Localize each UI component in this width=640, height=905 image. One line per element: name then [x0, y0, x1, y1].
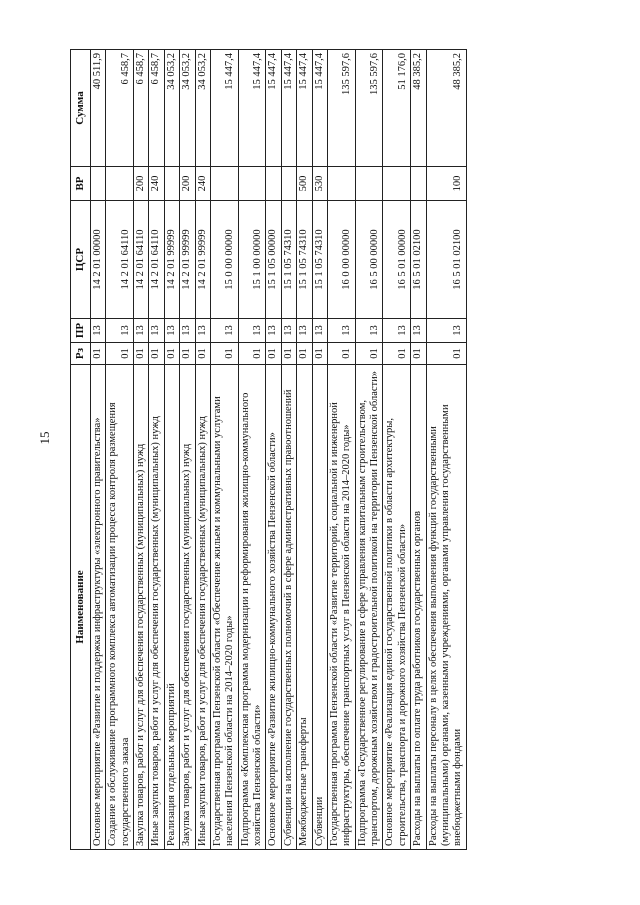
- cell-name: Расходы на выплаты персоналу в целях обеспечения выполнения функций государственными (муниципальными) органами, казенными учреждениями, органами управления государственными внебюджетными фондами: [426, 365, 466, 850]
- cell-csr: 16 5 01 00000: [383, 201, 411, 319]
- cell-csr: 16 0 00 00000: [327, 201, 355, 319]
- cell-csr: 15 1 05 74310: [281, 201, 296, 319]
- cell-sum: 48 385,2: [426, 50, 466, 167]
- cell-rz: 01: [411, 343, 426, 365]
- cell-name: Основное мероприятие «Развитие жилищно-коммунального хозяйства Пензенской области»: [266, 365, 281, 850]
- cell-rz: 01: [180, 343, 195, 365]
- cell-vr: [266, 167, 281, 201]
- cell-csr: 14 2 01 00000: [90, 201, 105, 319]
- header-vr: ВР: [71, 167, 91, 201]
- table-row: [210, 50, 238, 850]
- table-row: [134, 50, 149, 850]
- cell-vr: [281, 167, 296, 201]
- cell-vr: [411, 167, 426, 201]
- budget-sheet: [70, 50, 590, 850]
- header-rz: Рз: [71, 343, 91, 365]
- cell-vr: 240: [149, 167, 164, 201]
- cell-csr: 16 5 01 02100: [426, 201, 466, 319]
- table-row: [383, 50, 411, 850]
- table-row: [297, 50, 312, 850]
- cell-sum: 34 053,2: [164, 50, 179, 167]
- cell-vr: [355, 167, 383, 201]
- table-row: [149, 50, 164, 850]
- cell-vr: [106, 167, 134, 201]
- cell-rz: 01: [426, 343, 466, 365]
- table-row: [312, 50, 327, 850]
- table-row: [238, 50, 266, 850]
- table-row: [106, 50, 134, 850]
- cell-name: Подпрограмма «Государственное регулирование в сфере управления капитальным строительством, транспортом, дорожным хозяйством и градостроительной политикой на территории Пензенской области»: [355, 365, 383, 850]
- cell-sum: 34 053,2: [180, 50, 195, 167]
- cell-sum: 6 458,7: [134, 50, 149, 167]
- cell-sum: 135 597,6: [327, 50, 355, 167]
- cell-pr: 13: [164, 319, 179, 343]
- table-row: [281, 50, 296, 850]
- cell-rz: 01: [195, 343, 210, 365]
- cell-sum: 40 511,9: [90, 50, 105, 167]
- cell-pr: 13: [90, 319, 105, 343]
- cell-vr: 200: [134, 167, 149, 201]
- cell-pr: 13: [411, 319, 426, 343]
- table-body: [90, 50, 466, 850]
- table-row: [411, 50, 426, 850]
- cell-name: Основное мероприятие «Развитие и поддержка инфраструктуры «электронного правительства»: [90, 365, 105, 850]
- cell-pr: 13: [180, 319, 195, 343]
- cell-vr: 240: [195, 167, 210, 201]
- header-pr: ПР: [71, 319, 91, 343]
- cell-rz: 01: [210, 343, 238, 365]
- cell-vr: [383, 167, 411, 201]
- cell-vr: [327, 167, 355, 201]
- header-name: Наименование: [71, 365, 91, 850]
- cell-rz: 01: [149, 343, 164, 365]
- cell-rz: 01: [327, 343, 355, 365]
- cell-name: Межбюджетные трансферты: [297, 365, 312, 850]
- header-csr: ЦСР: [71, 201, 91, 319]
- cell-pr: 13: [355, 319, 383, 343]
- cell-rz: 01: [164, 343, 179, 365]
- cell-name: Закупка товаров, работ и услуг для обеспечения государственных (муниципальных) нужд: [180, 365, 195, 850]
- table-row: [426, 50, 466, 850]
- cell-pr: 13: [297, 319, 312, 343]
- cell-vr: 500: [297, 167, 312, 201]
- cell-name: Реализация отдельных мероприятий: [164, 365, 179, 850]
- cell-rz: 01: [383, 343, 411, 365]
- cell-csr: 14 2 01 99999: [180, 201, 195, 319]
- cell-sum: 15 447,4: [312, 50, 327, 167]
- cell-sum: 6 458,7: [106, 50, 134, 167]
- cell-pr: 13: [238, 319, 266, 343]
- cell-name: Иные закупки товаров, работ и услуг для обеспечения государственных (муниципальных) нужд: [149, 365, 164, 850]
- cell-pr: 13: [327, 319, 355, 343]
- cell-pr: 13: [266, 319, 281, 343]
- cell-rz: 01: [355, 343, 383, 365]
- table-row: [355, 50, 383, 850]
- cell-rz: 01: [281, 343, 296, 365]
- cell-name: Подпрограмма «Комплексная программа модернизации и реформирования жилищно-коммунального хозяйства Пензенской области»: [238, 365, 266, 850]
- cell-csr: 14 2 01 99999: [164, 201, 179, 319]
- cell-name: Государственная программа Пензенской области «Обеспечение жильем и коммунальными услугами населения Пензенской области на 2014–2020 годы»: [210, 365, 238, 850]
- cell-sum: 15 447,4: [238, 50, 266, 167]
- cell-sum: 51 176,0: [383, 50, 411, 167]
- cell-pr: 13: [210, 319, 238, 343]
- cell-rz: 01: [238, 343, 266, 365]
- cell-rz: 01: [134, 343, 149, 365]
- table-row: [266, 50, 281, 850]
- cell-sum: 15 447,4: [266, 50, 281, 167]
- cell-name: Создание и обслуживание программного комплекса автоматизации процесса контроля размещения государственного заказа: [106, 365, 134, 850]
- cell-csr: 16 5 01 02100: [411, 201, 426, 319]
- cell-name: Закупка товаров, работ и услуг для обеспечения государственных (муниципальных) нужд: [134, 365, 149, 850]
- cell-pr: 13: [134, 319, 149, 343]
- table-row: [327, 50, 355, 850]
- cell-csr: 15 1 05 00000: [266, 201, 281, 319]
- cell-pr: 13: [281, 319, 296, 343]
- table-row: [180, 50, 195, 850]
- cell-sum: 135 597,6: [355, 50, 383, 167]
- cell-sum: 15 447,4: [281, 50, 296, 167]
- cell-name: Субвенции: [312, 365, 327, 850]
- cell-sum: 48 385,2: [411, 50, 426, 167]
- cell-csr: 15 1 05 74310: [312, 201, 327, 319]
- cell-rz: 01: [90, 343, 105, 365]
- cell-name: Государственная программа Пензенской области «Развитие территорий, социальной и инженерной инфраструктуры, обеспечение транспортных услуг в Пензенской области на 2014–2020 годы»: [327, 365, 355, 850]
- cell-csr: 16 5 00 00000: [355, 201, 383, 319]
- cell-name: Расходы на выплаты по оплате труда работников государственных органов: [411, 365, 426, 850]
- cell-csr: 15 0 00 00000: [210, 201, 238, 319]
- cell-name: Основное мероприятие «Реализация единой государственной политики в области архитектуры, строительства, транспорта и дорожного хозяйства Пензенской области»: [383, 365, 411, 850]
- cell-csr: 15 1 00 00000: [238, 201, 266, 319]
- cell-vr: 530: [312, 167, 327, 201]
- cell-csr: 14 2 01 99999: [195, 201, 210, 319]
- table-row: [195, 50, 210, 850]
- cell-pr: 13: [149, 319, 164, 343]
- cell-csr: 14 2 01 64110: [134, 201, 149, 319]
- cell-vr: 100: [426, 167, 466, 201]
- table-row: [90, 50, 105, 850]
- cell-pr: 13: [106, 319, 134, 343]
- cell-csr: 15 1 05 74310: [297, 201, 312, 319]
- cell-csr: 14 2 01 64110: [106, 201, 134, 319]
- cell-rz: 01: [297, 343, 312, 365]
- cell-sum: 15 447,4: [297, 50, 312, 167]
- cell-rz: 01: [106, 343, 134, 365]
- header-sum: Сумма: [71, 50, 91, 167]
- table-row: [164, 50, 179, 850]
- cell-rz: 01: [312, 343, 327, 365]
- budget-table: [70, 49, 467, 850]
- cell-sum: 6 458,7: [149, 50, 164, 167]
- cell-rz: 01: [266, 343, 281, 365]
- cell-pr: 13: [426, 319, 466, 343]
- cell-vr: [210, 167, 238, 201]
- cell-vr: [164, 167, 179, 201]
- page-number: 15: [37, 431, 52, 445]
- table-header-row: [71, 50, 91, 850]
- cell-sum: 34 053,2: [195, 50, 210, 167]
- cell-pr: 13: [312, 319, 327, 343]
- cell-name: Субвенции на исполнение государственных полномочий в сфере административных правоотношений: [281, 365, 296, 850]
- cell-pr: 13: [195, 319, 210, 343]
- cell-vr: 200: [180, 167, 195, 201]
- cell-pr: 13: [383, 319, 411, 343]
- cell-csr: 14 2 01 64110: [149, 201, 164, 319]
- cell-vr: [238, 167, 266, 201]
- cell-sum: 15 447,4: [210, 50, 238, 167]
- cell-vr: [90, 167, 105, 201]
- cell-name: Иные закупки товаров, работ и услуг для обеспечения государственных (муниципальных) нужд: [195, 365, 210, 850]
